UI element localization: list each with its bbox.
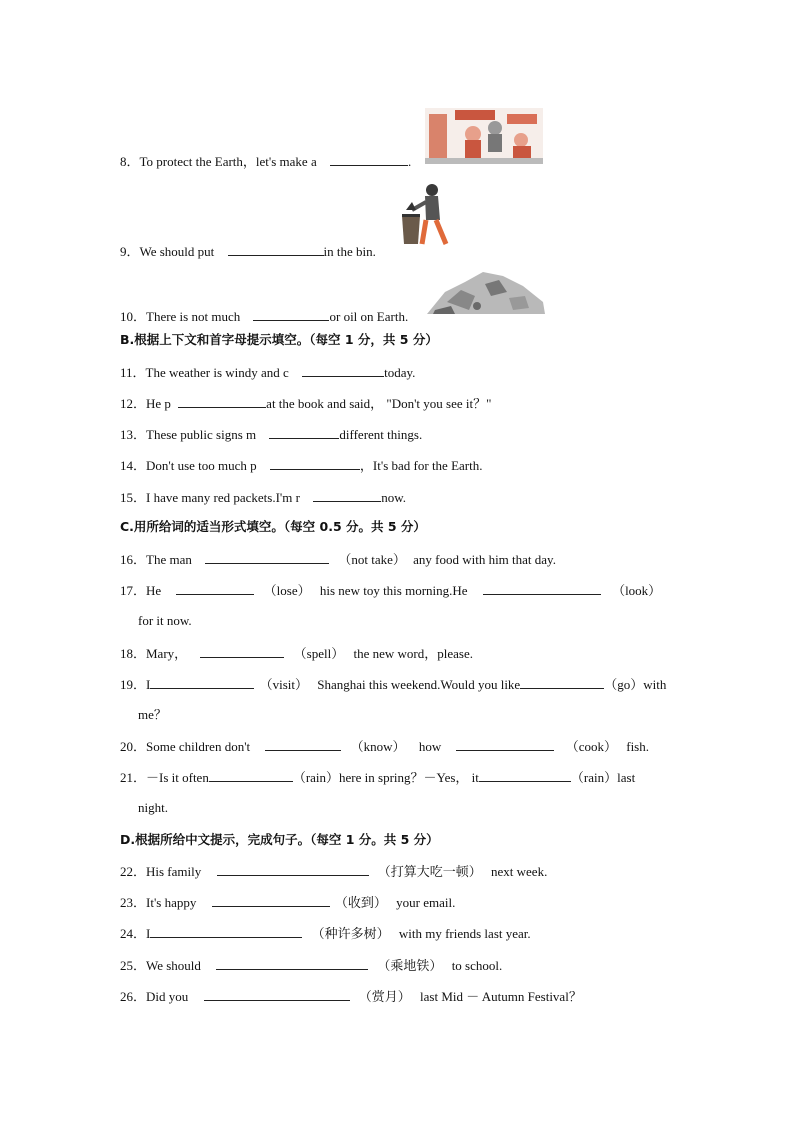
question-24	[120, 925, 531, 942]
question-text: last Mid － Autumn Festival？	[420, 989, 582, 1004]
question-text: 26．Did you	[120, 989, 189, 1004]
word-hint: （not take）	[338, 552, 406, 567]
question-19-continued: me？	[138, 707, 167, 722]
question-text: 23．It's happy	[120, 895, 197, 910]
question-25	[120, 957, 502, 974]
question-text: 17．He	[120, 583, 162, 598]
question-text: 13．These public signs m	[120, 427, 257, 442]
answer-blank[interactable]	[265, 738, 341, 751]
question-text: any food with him that day.	[413, 552, 556, 567]
word-hint: （rain）here in spring？－Yes， it	[292, 770, 479, 785]
question-text: 8．To protect the Earth，let's make a	[120, 154, 317, 169]
question-text: next week.	[491, 864, 548, 879]
chinese-hint: （乘地铁）	[377, 958, 443, 973]
word-hint: （go）with	[604, 677, 667, 692]
question-text: 14．Don't use too much p	[120, 458, 257, 473]
word-hint: （visit）	[259, 677, 308, 692]
question-12	[120, 395, 491, 412]
question-text: your email.	[396, 895, 456, 910]
answer-blank[interactable]	[313, 489, 381, 502]
question-21	[120, 769, 635, 786]
question-text: today.	[384, 365, 416, 380]
question-text: 16．The man	[120, 552, 192, 567]
answer-blank[interactable]	[228, 243, 324, 256]
question-text: how	[418, 739, 442, 754]
question-text: 18．Mary，	[120, 646, 188, 661]
question-text: .	[407, 154, 412, 169]
word-hint: （know）	[350, 739, 406, 754]
question-text: 11．The weather is windy and c	[120, 365, 289, 380]
question-10	[120, 308, 408, 325]
question-text: to school.	[451, 958, 503, 973]
question-16	[120, 551, 556, 568]
question-text: 19．I	[120, 677, 151, 692]
answer-blank[interactable]	[209, 769, 293, 782]
answer-blank[interactable]	[216, 957, 368, 970]
answer-blank[interactable]	[205, 551, 329, 564]
question-text: 12．He p	[120, 396, 171, 411]
street-scene-illustration	[425, 108, 543, 164]
answer-blank[interactable]	[269, 426, 339, 439]
question-text: ，It's bad for the Earth.	[359, 458, 483, 473]
question-23	[120, 894, 455, 911]
question-text: 25．We should	[120, 958, 201, 973]
chinese-hint: （打算大吃一顿）	[377, 864, 482, 879]
answer-blank[interactable]	[200, 645, 284, 658]
question-15	[120, 489, 406, 506]
question-14	[120, 457, 482, 474]
answer-blank[interactable]	[178, 395, 266, 408]
answer-blank[interactable]	[217, 863, 369, 876]
word-hint: （spell）	[293, 646, 345, 661]
answer-blank[interactable]	[150, 925, 302, 938]
question-text: 15．I have many red packets.I'm r	[120, 490, 300, 505]
question-19	[120, 676, 666, 693]
person-bin-illustration	[398, 180, 454, 252]
question-text: with my friends last year.	[398, 926, 531, 941]
question-22	[120, 863, 547, 880]
answer-blank[interactable]	[253, 308, 329, 321]
question-text: 9．We should put	[120, 244, 215, 259]
question-text: fish.	[626, 739, 649, 754]
question-20	[120, 738, 649, 755]
question-13	[120, 426, 422, 443]
question-text: 20．Some children don't	[120, 739, 251, 754]
answer-blank[interactable]	[520, 676, 604, 689]
question-text: or oil on Earth.	[329, 309, 409, 324]
question-text: in the bin.	[323, 244, 376, 259]
word-hint: （rain）last	[570, 770, 636, 785]
word-hint: （lose）	[263, 583, 311, 598]
answer-blank[interactable]	[176, 582, 254, 595]
answer-blank[interactable]	[479, 769, 571, 782]
question-text: at the book and said， "Don't you see it？"	[266, 396, 492, 411]
chinese-hint: （收到）	[334, 895, 387, 910]
answer-blank[interactable]	[212, 894, 330, 907]
answer-blank[interactable]	[302, 364, 384, 377]
question-text: 24．I	[120, 926, 151, 941]
question-text: 21．－Is it often	[120, 770, 209, 785]
question-17	[120, 582, 661, 599]
question-21-continued: night.	[138, 800, 168, 815]
answer-blank[interactable]	[150, 676, 254, 689]
chinese-hint: （赏月）	[358, 989, 411, 1004]
answer-blank[interactable]	[204, 988, 350, 1001]
chinese-hint: （种许多树）	[311, 926, 390, 941]
word-hint: （look）	[612, 583, 662, 598]
question-text: 22．His family	[120, 864, 202, 879]
question-text: his new toy this morning.He	[319, 583, 468, 598]
question-26	[120, 988, 582, 1005]
answer-blank[interactable]	[270, 457, 360, 470]
question-text: Shanghai this weekend.Would you like	[317, 677, 521, 692]
question-text: the new word，please.	[353, 646, 473, 661]
question-8	[120, 153, 411, 170]
section-c-heading: C.用所给词的适当形式填空。（每空 0.5 分。共 5 分）	[120, 519, 426, 534]
section-d-heading: D.根据所给中文提示，完成句子。（每空 1 分。共 5 分）	[120, 832, 439, 847]
question-11	[120, 364, 415, 381]
question-text: 10．There is not much	[120, 309, 241, 324]
rubbish-pile-illustration	[425, 262, 547, 316]
word-hint: （cook）	[565, 739, 617, 754]
question-9	[120, 243, 376, 260]
question-text: different things.	[339, 427, 423, 442]
section-b-heading: B.根据上下文和首字母提示填空。（每空 1 分，共 5 分）	[120, 332, 438, 347]
answer-blank[interactable]	[330, 153, 408, 166]
answer-blank[interactable]	[483, 582, 601, 595]
question-18	[120, 645, 473, 662]
question-17-continued: for it now.	[138, 613, 192, 628]
question-text: now.	[381, 490, 406, 505]
answer-blank[interactable]	[456, 738, 554, 751]
